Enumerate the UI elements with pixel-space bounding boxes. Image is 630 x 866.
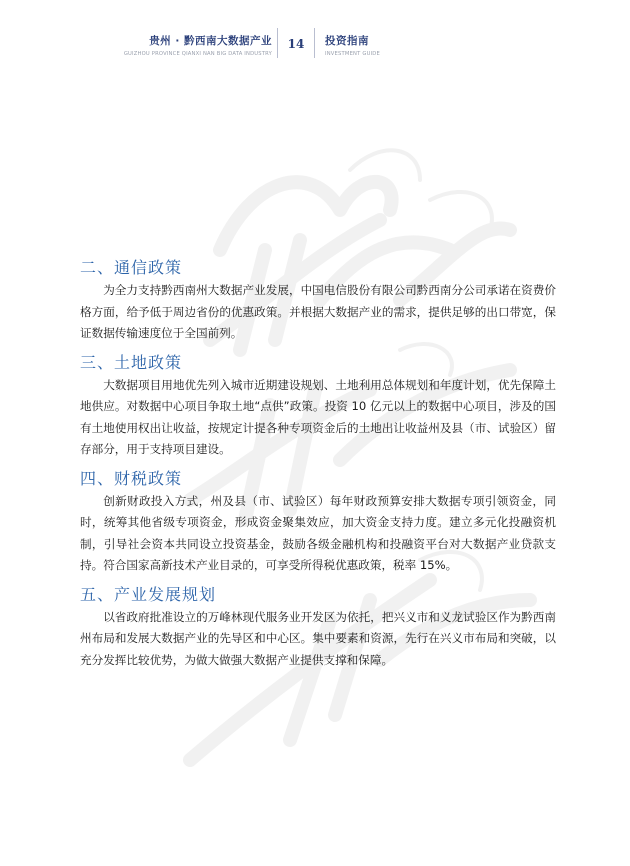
section-heading-finance-tax: 四、财税政策 — [80, 468, 183, 488]
section-heading-telecom: 二、通信政策 — [80, 258, 183, 277]
page-number: 14 — [287, 37, 305, 51]
section-heading-land: 三、土地政策 — [80, 352, 183, 372]
header-right-title: 投资指南 — [325, 35, 369, 47]
header-right-subtitle: INVESTMENT GUIDE — [325, 51, 380, 57]
section-body-telecom: 为全力支持黔西南州大数据产业发展，中国电信股份有限公司黔西南分公司承诺在资费价格方面，给予低于周边省份的优惠政策。并根据大数据产业的需求，提供足够的出口带宽，保证数据传输速度位于全国前列。 — [80, 283, 556, 340]
main-content — [80, 256, 556, 677]
header-left-title: 贵州 · 黔西南大数据产业 — [149, 35, 272, 47]
header-divider-right — [314, 28, 315, 58]
section-body-industry-plan: 以省政府批准设立的万峰林现代服务业开发区为依托，把兴义市和义龙试验区作为黔西南州布局和发展大数据产业的先导区和中心区。集中要素和资源，先行在兴义市布局和突破，以充分发挥比较优势，为做大做强大数据产业提供支撑和保障。 — [80, 609, 556, 667]
section-body-land: 大数据项目用地优先列入城市近期建设规划、土地利用总体规划和年度计划，优先保障土地供应。对数据中心项目争取土地“点供”政策。投资 10 亿元以上的数据中心项目，涉及的国有土地使用权出让收益，按规定计提各种专项资金后的土地出让收益州及县（市、试验区）留存部分，用于支持项目建设。 — [80, 377, 556, 456]
header-right — [325, 33, 380, 57]
header-left — [118, 33, 272, 57]
section-body-finance-tax: 创新财政投入方式，州及县（市、试验区）每年财政预算安排大数据专项引领资金，同时，统筹其他省级专项资金，形成资金聚集效应，加大资金支持力度。建立多元化投融资机制，引导社会资本共同设立投资基金，鼓励各级金融机构和投融资平台对大数据产业贷款支持。符合国家高新技术产业目录的，可享受所得税优惠政策，税率 15%。 — [80, 493, 556, 572]
section-heading-industry-plan: 五、产业发展规划 — [80, 584, 217, 604]
header-left-subtitle: GUIZHOU PROVINCE QIANXI NAN BIG DATA INDUSTRY — [123, 51, 272, 57]
